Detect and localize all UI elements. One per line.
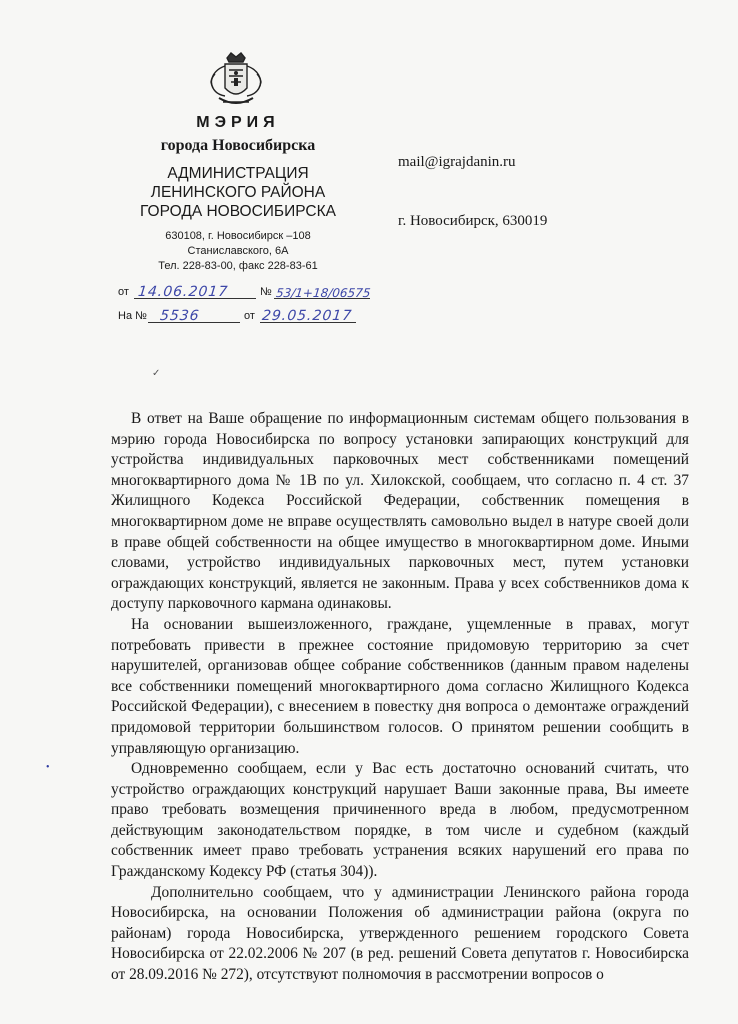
body-paragraph: Дополнительно сообщаем, что у администрации Ленинского района города Новосибирска, на основании Положения об администрации района (округа по районам) города Новосибирска, утвержденного решением городского Совета Новосибирска от 22.02.2006 № 207 (в ред. решений Совета депутатов г. Новосибирска от 28.09.2016 № 272), отсутствуют полномочия в рассмотрении вопросов о <box>111 883 689 984</box>
pen-mark: ✓ <box>152 368 161 379</box>
incoming-reference-row <box>112 304 372 328</box>
body-paragraph: На основании вышеизложенного, граждане, ущемленные в правах, могут потребовать привести в прежнее состояние придомовую территорию за счет нарушителей, организовав общее собрание собственников (данным правом наделены все собственники помещений многоквартирного дома согласно Жилищного Кодекса Российской Федерации), с внесением в повестку дня вопроса о демонтаже ограждений придомовой территории большинством голосов. О принятом решении сообщить в управляющую организацию. <box>111 615 689 757</box>
in-reply-label: На № <box>118 310 147 322</box>
outgoing-number: 53/1+18/06575 <box>275 286 372 300</box>
outgoing-date: 14.06.2017 <box>137 284 230 300</box>
meria-heading: МЭРИЯ <box>196 114 280 131</box>
address-line: 630108, г. Новосибирск –108 <box>165 230 311 242</box>
address-line: Тел. 228-83-00, факс 228-83-61 <box>158 260 318 272</box>
address-line: Станиславского, 6А <box>187 245 289 257</box>
recipient-email: mail@igrajdanin.ru <box>398 154 516 170</box>
admin-line: АДМИНИСТРАЦИЯ <box>167 165 309 182</box>
outgoing-reference-row <box>112 280 372 304</box>
administration-address <box>105 229 371 274</box>
novosibirsk-coat-of-arms-icon <box>205 52 267 110</box>
letter-body <box>111 409 689 986</box>
in-reply-date: 29.05.2017 <box>261 308 354 324</box>
body-paragraph: В ответ на Ваше обращение по информационным системам общего пользования в мэрию города Новосибирска по вопросу установки запирающих конструкций для устройства индивидуальных парковочных мест собственниками помещений многоквартирного дома № 1В по ул. Хилокской, сообщаем, что согласно п. 4 ст. 37 Жилищного Кодекса Российской Федерации, собственник помещения в многоквартирном доме не вправе осуществлять самовольно выдел в натуре своей доли в праве общей собственности на общее имущество в многоквартирном доме. Иными словами, устройство индивидуальных парковочных мест, путем установки ограждающих конструкций, является не законным. Права у всех собственников дома к доступу парковочного кармана одинаковы. <box>111 410 689 613</box>
admin-line: ГОРОДА НОВОСИБИРСКА <box>140 203 336 220</box>
in-reply-date-label: от <box>244 310 255 322</box>
pen-mark: • <box>46 762 50 773</box>
number-label: № <box>260 286 272 298</box>
reference-block <box>112 280 372 328</box>
admin-line: ЛЕНИНСКОГО РАЙОНА <box>150 184 326 201</box>
city-heading: города Новосибирска <box>160 137 316 154</box>
administration-heading <box>100 164 376 221</box>
recipient-city: г. Новосибирск, 630019 <box>398 213 548 229</box>
body-paragraph: Одновременно сообщаем, если у Вас есть достаточно оснований считать, что устройство ограждающих конструкций нарушает Ваши законные права, Вы имеете право требовать возмещения причиненного вреда в любом, предусмотренном действующим законодательством порядке, в том числе и судебном (каждый собственник имеет право требовать устранения всяких нарушений его права по Гражданскому Кодексу РФ (статья 304)). <box>111 760 689 881</box>
from-label: от <box>118 286 129 298</box>
in-reply-number: 5536 <box>159 308 201 324</box>
